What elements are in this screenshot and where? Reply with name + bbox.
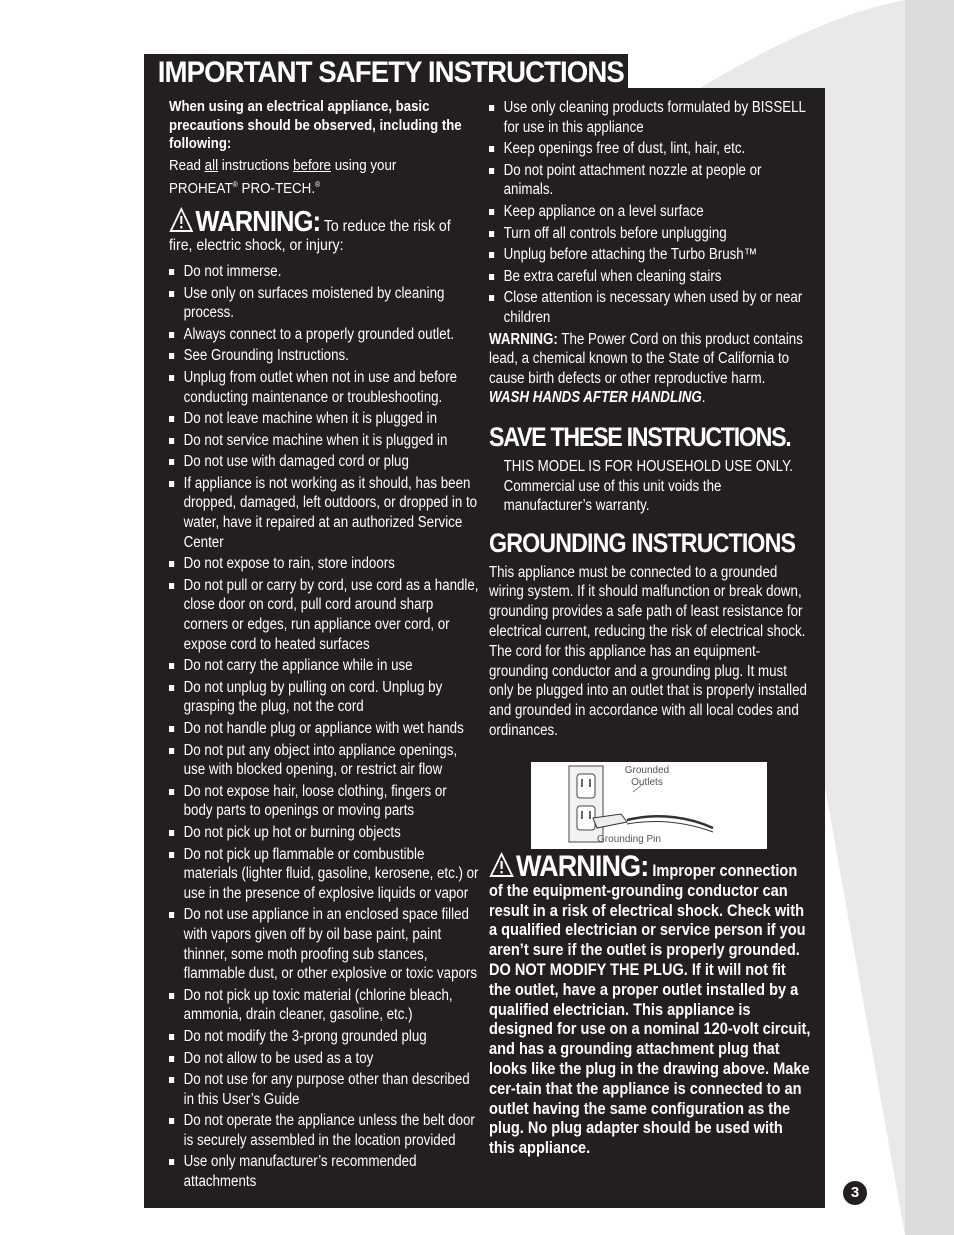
safety-bullet-item: Do not use with damaged cord or plug: [169, 452, 479, 472]
product-name-b: PRO-TECH.: [237, 180, 316, 198]
warning-word-2: WARNING:: [516, 850, 649, 883]
safety-bullet-item: Do not pick up hot or burning objects: [169, 823, 479, 843]
safety-bullet-item: Do not operate the appliance unless the belt door is securely assembled in the location provided: [169, 1111, 479, 1150]
grounded-outlets-label: [623, 765, 671, 789]
safety-bullet-item: See Grounding Instructions.: [169, 346, 479, 366]
safety-bullet-item: Do not expose to rain, store indoors: [169, 554, 479, 574]
safety-bullet-item: Unplug from outlet when not in use and before conducting maintenance or troubleshooting.: [169, 368, 479, 407]
grounding-pin-label: Grounding Pin: [597, 834, 661, 845]
prop65-text: The Power Cord on this product contains lead, a chemical known to the State of California to cause birth defects or other reproductive harm.: [489, 330, 803, 387]
right-bullet-wrap: [489, 98, 807, 408]
household-use-notice: THIS MODEL IS FOR HOUSEHOLD USE ONLY. Commercial use of this unit voids the manufacturer’s warranty.: [503, 457, 793, 515]
left-bullet-wrap: [169, 262, 479, 1192]
product-name-a: PROHEAT: [169, 180, 233, 198]
safety-bullet-item: Do not carry the appliance while in use: [169, 656, 479, 676]
grounding-warning-body: [489, 852, 811, 1159]
safety-bullet-item: Do not use for any purpose other than described in this User’s Guide: [169, 1070, 479, 1109]
safety-bullet-item: Use only manufacturer’s recommended attachments: [169, 1152, 479, 1191]
left-column: [169, 98, 477, 1194]
safety-bullet-item: Keep openings free of dust, lint, hair, etc.: [489, 139, 807, 159]
safety-bullet-item: Unplug before attaching the Turbo Brush™: [489, 245, 807, 265]
read-text-c: using your: [330, 156, 397, 174]
safety-bullet-item: Do not allow to be used as a toy: [169, 1049, 479, 1069]
safety-bullet-item: Use only cleaning products formulated by BISSELL for use in this appliance: [489, 98, 807, 137]
save-instructions-heading: SAVE THESE INSTRUCTIONS.: [489, 421, 791, 452]
safety-bullet-item: Do not handle plug or appliance with wet hands: [169, 719, 479, 739]
prop65-label: WARNING:: [489, 330, 558, 348]
household-wrap: [489, 457, 807, 516]
safety-bullet-item: Do not immerse.: [169, 262, 479, 282]
wash-hands-notice: WASH HANDS AFTER HANDLING: [489, 389, 702, 407]
intro-read-instructions: [169, 156, 468, 199]
right-column: [489, 98, 807, 741]
read-before: before: [293, 156, 331, 174]
safety-bullet-item: Be extra careful when cleaning stairs: [489, 267, 807, 287]
page-title: IMPORTANT SAFETY INSTRUCTIONS: [157, 56, 624, 89]
wash-hands-period: .: [701, 389, 706, 407]
intro-precautions: When using an electrical appliance, basic precautions should be observed, including the following:: [169, 98, 462, 152]
warning-triangle-icon: [489, 852, 514, 878]
page-number: 3: [843, 1181, 867, 1205]
left-bullet-list: [169, 262, 479, 1192]
safety-bullet-item: Do not pull or carry by cord, use cord as a handle, close door on cord, pull cord around sharp corners or edges, run appliance over cord, or expose cord to heated surfaces: [169, 576, 479, 654]
safety-bullet-item: Always connect to a properly grounded outlet.: [169, 325, 479, 345]
grounding-warning-text: Improper connection of the equipment-grounding conductor can result in a risk of electrical shock. Check with a qualified electrician or service person if you aren’t sure if the outlet is properly grounded. DO NOT MODIFY THE PLUG. If it will not fit the outlet, have a proper outlet installed by a qualified electrician. This appliance is designed for use on a nominal 120-volt circuit, and has a grounding attachment plug that looks like the plug in the drawing above. Make cer-tain that the appliance is connected to an outlet having the same configuration as the plug. No plug adapter should be used with this appliance.: [489, 862, 811, 1158]
warning-word: WARNING:: [195, 205, 321, 238]
read-all: all: [204, 156, 219, 174]
right-bullet-list: [489, 98, 807, 328]
safety-bullet-item: If appliance is not working as it should, has been dropped, damaged, left outdoors, or dropped in to water, have it repaired at an authorized Service Center: [169, 474, 479, 552]
warning-text: To reduce the risk of fire, electric shock, or injury:: [169, 217, 451, 255]
grounding-body: This appliance must be connected to a grounded wiring system. If it should malfunction or break down, grounding provides a safe path of least resistance for electrical current, reducing the risk of electrical shock. The cord for this appliance has an equipment-grounding conductor and a grounding plug. It must only be plugged into an outlet that is properly installed and grounded in accordance with all local codes and ordinances.: [489, 563, 807, 740]
registered-mark: ®: [232, 180, 238, 190]
read-text-b: instructions: [218, 156, 294, 174]
safety-bullet-item: Use only on surfaces moistened by cleaning process.: [169, 284, 479, 323]
safety-bullet-item: Do not put any object into appliance openings, use with blocked opening, or restrict air flow: [169, 741, 479, 780]
safety-bullet-item: Do not point attachment nozzle at people or animals.: [489, 161, 807, 200]
grounded-outlets-label-line1: Grounded: [624, 765, 670, 776]
safety-bullet-item: Do not pick up flammable or combustible materials (lighter fluid, gasoline, kerosene, etc.) or use in the presence of explosive liquids or vapor: [169, 845, 479, 904]
prop65-warning: [489, 330, 807, 408]
grounded-outlet-diagram: [531, 762, 767, 849]
warning-heading: [169, 207, 468, 256]
safety-bullet-item: Do not unplug by pulling on cord. Unplug by grasping the plug, not the cord: [169, 678, 479, 717]
safety-bullet-item: Do not use appliance in an enclosed space filled with vapors given off by oil base paint, paint thinner, some moth proofing sub stances, flammable dust, or other explosive or toxic vapors: [169, 905, 479, 983]
safety-bullet-item: Close attention is necessary when used by or near children: [489, 288, 807, 327]
grounding-heading: GROUNDING INSTRUCTIONS: [489, 527, 796, 558]
safety-bullet-item: Do not expose hair, loose clothing, fingers or body parts to openings or moving parts: [169, 782, 479, 821]
warning-triangle-icon: [169, 207, 194, 233]
grounding-warning: [489, 852, 811, 1159]
grounded-outlets-label-line2: Outlets: [631, 777, 663, 788]
safety-bullet-item: Turn off all controls before unplugging: [489, 224, 807, 244]
registered-mark-2: ®: [315, 180, 321, 190]
title-tab: [144, 54, 628, 90]
safety-bullet-item: Do not leave machine when it is plugged in: [169, 409, 479, 429]
read-text-a: Read: [169, 156, 205, 174]
safety-bullet-item: Do not pick up toxic material (chlorine bleach, ammonia, drain cleaner, gasoline, etc.): [169, 986, 479, 1025]
safety-bullet-item: Do not service machine when it is plugged in: [169, 431, 479, 451]
grounding-wrap: [489, 563, 807, 741]
safety-bullet-item: Do not modify the 3-prong grounded plug: [169, 1027, 479, 1047]
safety-bullet-item: Keep appliance on a level surface: [489, 202, 807, 222]
